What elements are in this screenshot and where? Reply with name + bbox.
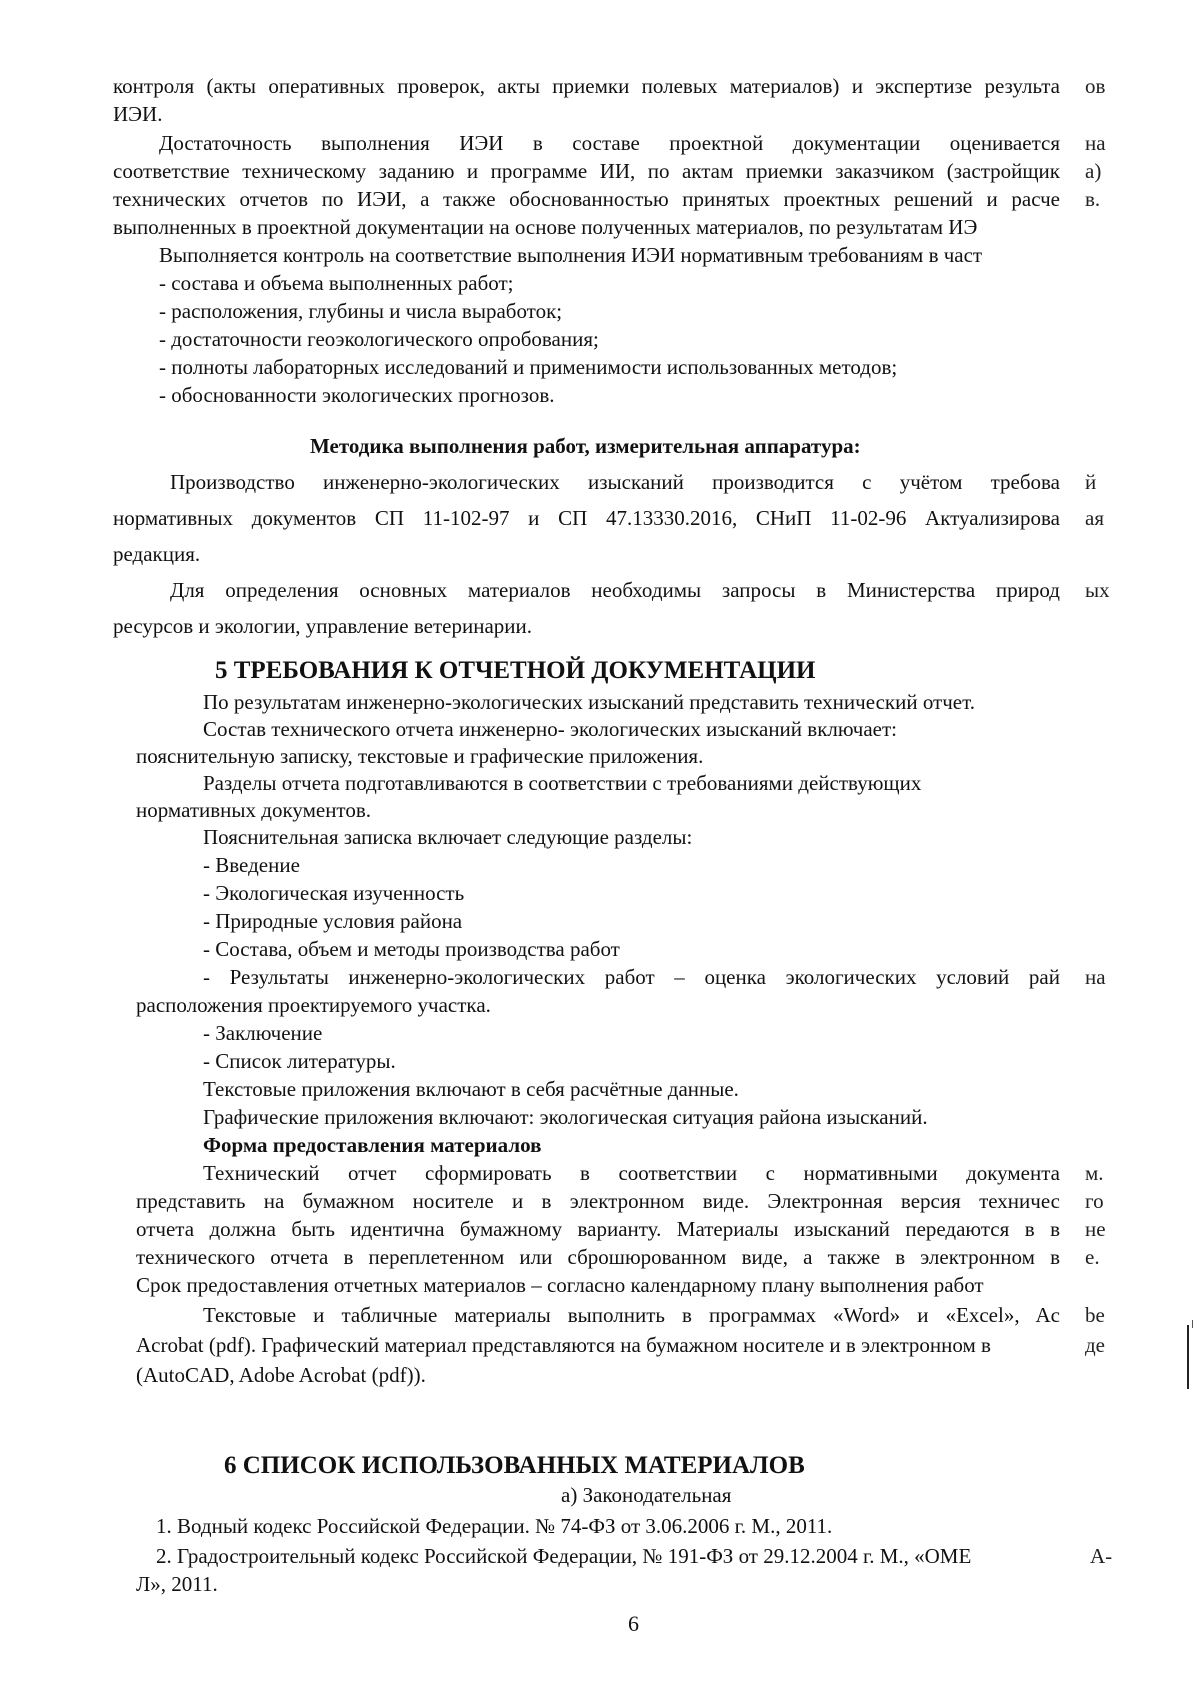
page-number: 6 (628, 1611, 639, 1636)
control-item: - состава и объема выполненных работ; (159, 271, 514, 295)
scan-artifact (1187, 1325, 1189, 1389)
intro-line-1: контроля (акты оперативных проверок, акты приемки полевых материалов) и экспертизе результа (113, 74, 1060, 98)
sufficiency-line-2: соответствие техническому заданию и программе ИИ, по актам приемки заказчиком (застройщик (113, 159, 1060, 183)
section6-title: 6 СПИСОК ИСПОЛЬЗОВАННЫХ МАТЕРИАЛОВ (224, 1452, 805, 1479)
reference-item2-tail: А- (1090, 1544, 1113, 1568)
control-item: - обоснованности экологических прогнозов. (159, 383, 555, 407)
section5-list-item: - Экологическая изученность (203, 881, 465, 905)
sufficiency-tail-3: в. (1085, 187, 1101, 211)
intro-tail-fragment: ов (1085, 74, 1106, 98)
scan-artifact (1192, 1320, 1193, 1328)
control-intro: Выполняется контроль на соответствие выполнения ИЭИ нормативным требованиям в част (159, 243, 983, 267)
section5-title: 5 ТРЕБОВАНИЯ К ОТЧЕТНОЙ ДОКУМЕНТАЦИИ (215, 657, 816, 684)
methods-line-1: Производство инженерно-экологических изысканий производится с учётом требова (170, 470, 1060, 494)
form-tail-1: м. (1085, 1161, 1104, 1185)
sufficiency-line-4: выполненных в проектной документации на основе полученных материалов, по результатам ИЭ (113, 215, 978, 239)
reference-item: 2. Градостроительный кодекс Российской Федерации, № 191-ФЗ от 29.12.2004 г. М., «ОМЕ (156, 1544, 972, 1568)
section5-line: Разделы отчета подготавливаются в соответствии с требованиями действующих (203, 771, 922, 795)
section5-list-item: - Введение (203, 853, 300, 877)
form-line-2: представить на бумажном носителе и в электронном виде. Электронная версия техничес (136, 1189, 1060, 1213)
form-line-3: отчета должна быть идентична бумажному варианту. Материалы изысканий передаются в в (136, 1217, 1060, 1241)
form-tail-6: де (1085, 1333, 1106, 1357)
form-tail-3: не (1085, 1217, 1106, 1241)
form-line-7: Acrobat (pdf). Графический материал представляются на бумажном носителе и в электронном в (136, 1333, 991, 1357)
section5-line: расположения проектируемого участка. (136, 993, 491, 1017)
section5-results-tail: на (1085, 965, 1106, 989)
sufficiency-line-1: Достаточность выполнения ИЭИ в составе проектной документации оценивается (159, 131, 1060, 155)
section5-list-item: - Список литературы. (203, 1049, 396, 1073)
section5-line: нормативных документов. (136, 798, 371, 822)
section6-subtitle: а) Законодательная (561, 1483, 732, 1507)
section5-list-item: - Природные условия района (203, 909, 463, 933)
form-line-4: технического отчета в переплетенном или сброшюрованном виде, а также в электронном в (136, 1245, 1060, 1269)
form-line-1: Технический отчет сформировать в соответствии с нормативными документа (203, 1161, 1060, 1185)
methods-line-4: Для определения основных материалов необходимы запросы в Министерства природ (170, 578, 1060, 602)
section5-line: Состав технического отчета инженерно- экологических изысканий включает: (203, 717, 897, 741)
form-line-6: Текстовые и табличные материалы выполнить в программах «Word» и «Excel», Ac (203, 1303, 1060, 1327)
methods-tail-2: ая (1085, 506, 1104, 530)
form-tail-2: го (1085, 1189, 1104, 1213)
section5-line: По результатам инженерно-экологических изысканий представить технический отчет. (203, 690, 975, 714)
form-tail-4: е. (1085, 1245, 1100, 1269)
methods-line-3: редакция. (113, 542, 201, 566)
section5-line: пояснительную записку, текстовые и графические приложения. (136, 744, 704, 768)
methods-heading: Методика выполнения работ, измерительная аппаратура: (310, 434, 861, 458)
reference-item: 1. Водный кодекс Российской Федерации. № 74-ФЗ от 3.06.2006 г. М., 2011. (156, 1514, 833, 1538)
control-item: - расположения, глубины и числа выработок; (159, 299, 563, 323)
section5-list-item: - Результаты инженерно-экологических работ – оценка экологических условий рай (203, 965, 1060, 989)
reference-item-continued: Л», 2011. (136, 1572, 218, 1596)
section5-list-item: - Заключение (203, 1021, 323, 1045)
form-heading: Форма предоставления материалов (203, 1133, 542, 1157)
methods-tail-3: ых (1085, 578, 1110, 602)
section5-line: Графические приложения включают: экологическая ситуация района изысканий. (203, 1105, 928, 1129)
intro-line-2: ИЭИ. (113, 102, 163, 126)
sufficiency-tail-1: на (1085, 131, 1106, 155)
sufficiency-tail-2: а) (1085, 159, 1102, 183)
form-tail-5: be (1085, 1303, 1105, 1327)
methods-line-5: ресурсов и экологии, управление ветеринарии. (113, 614, 532, 638)
methods-line-2: нормативных документов СП 11-102-97 и СП 47.13330.2016, СНиП 11-02-96 Актуализирова (113, 506, 1060, 530)
section5-line: Пояснительная записка включает следующие разделы: (203, 825, 693, 849)
control-item: - полноты лабораторных исследований и применимости использованных методов; (159, 355, 898, 379)
form-line-8: (AutoCAD, Adobe Acrobat (pdf)). (136, 1363, 426, 1387)
methods-tail-1: й (1085, 470, 1097, 494)
section5-line: Текстовые приложения включают в себя расчётные данные. (203, 1077, 739, 1101)
form-line-5: Срок предоставления отчетных материалов – согласно календарному плану выполнения работ (136, 1273, 984, 1297)
section5-list-item: - Состава, объем и методы производства работ (203, 937, 620, 961)
control-item: - достаточности геоэкологического опробования; (159, 327, 599, 351)
sufficiency-line-3: технических отчетов по ИЭИ, а также обоснованностью принятых проектных решений и расче (113, 187, 1060, 211)
